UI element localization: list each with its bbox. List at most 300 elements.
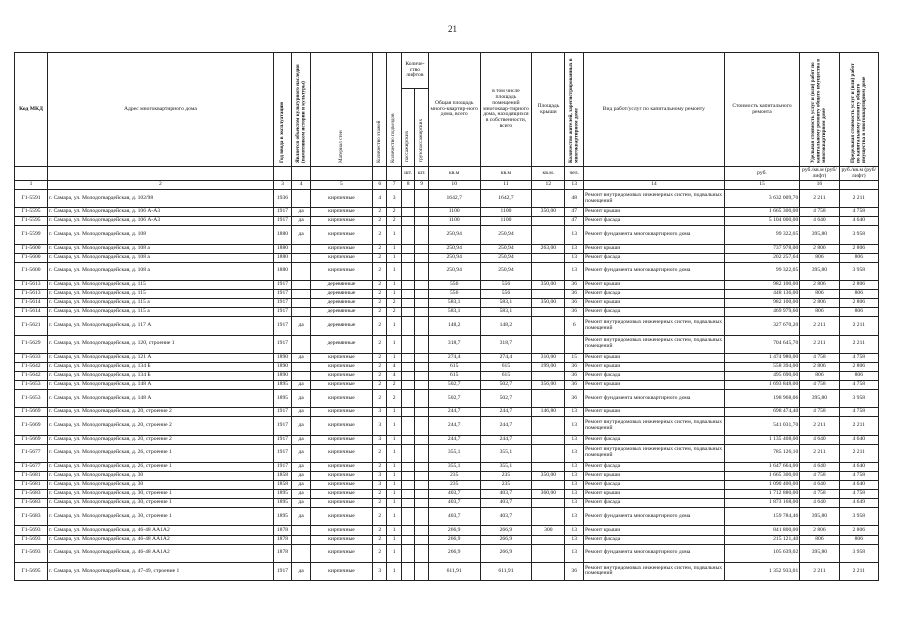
- cell-address: г. Самара, ул. Молодогвардейская, д. 26, строение 1: [48, 462, 274, 471]
- cell-walls: деревянные: [310, 308, 372, 317]
- cell-total-area: 235: [428, 471, 480, 480]
- cell-code: Г1-5613: [15, 290, 48, 299]
- cell-total-area: 1100: [428, 217, 480, 226]
- cell-lifts-freight: [415, 499, 428, 508]
- cell-cost: 448 136,00: [724, 290, 800, 299]
- cell-year: 1895: [273, 380, 292, 389]
- cell-heritage: да: [292, 417, 311, 435]
- cell-heritage: да: [292, 390, 311, 408]
- unit-m2: кв.м: [480, 167, 532, 181]
- cell-lifts-passenger: [401, 290, 414, 299]
- cell-total-area: 556: [428, 280, 480, 289]
- cell-work-type: Ремонт фасада: [584, 308, 725, 317]
- cell-heritage: да: [292, 562, 311, 580]
- cell-walls: кирпичные: [310, 544, 372, 562]
- cell-code: Г1-5653: [15, 380, 48, 389]
- cell-year: 1917: [273, 308, 292, 317]
- cell-lifts-freight: [415, 208, 428, 217]
- column-number: 8: [401, 181, 414, 190]
- cell-year: 1880: [273, 262, 292, 280]
- cell-unit-cost: 395,80: [800, 508, 839, 526]
- cell-cost: 698 474,40: [724, 408, 800, 417]
- column-number: 14: [584, 181, 725, 190]
- cell-cost: 198 968,06: [724, 390, 800, 408]
- cell-floors: 2: [372, 262, 386, 280]
- table-row: [15, 562, 879, 580]
- cell-address: г. Самара, ул. Молодогвардейская, д. 30, строение 1: [48, 490, 274, 499]
- cell-code: Г1-5677: [15, 462, 48, 471]
- cell-heritage: [292, 280, 311, 289]
- cell-residents: 48: [565, 190, 584, 208]
- cell-unit-cost: 2 211: [800, 317, 839, 335]
- cell-cost: 1 474 980,00: [724, 353, 800, 362]
- cell-address: г. Самара, ул. Молодогвардейская, д. 120, строение 1: [48, 335, 274, 353]
- table-row: [15, 217, 879, 226]
- capital-repair-table: [14, 52, 879, 581]
- cell-floors: 2: [372, 371, 386, 380]
- cell-entrances: 1: [387, 262, 401, 280]
- cell-code: Г1-5669: [15, 435, 48, 444]
- cell-cost: 327 670,20: [724, 317, 800, 335]
- cell-address: г. Самара, ул. Молодогвардейская, д. 117 А: [48, 317, 274, 335]
- cell-cost: 1 090 400,00: [724, 481, 800, 490]
- table-row: [15, 471, 879, 480]
- cell-roof-area: [532, 417, 565, 435]
- cell-limit-cost: 4 758: [839, 353, 878, 362]
- cell-entrances: 2: [387, 390, 401, 408]
- table-row: [15, 317, 879, 335]
- cell-code: Г1-5591: [15, 190, 48, 208]
- table-row: [15, 253, 879, 262]
- cell-walls: кирпичные: [310, 262, 372, 280]
- cell-entrances: 1: [387, 226, 401, 244]
- cell-total-area: 266,9: [428, 535, 480, 544]
- cell-heritage: [292, 253, 311, 262]
- cell-work-type: Ремонт внутридомовых инженерных систем, подвальных помещений: [584, 190, 725, 208]
- cell-walls: деревянные: [310, 280, 372, 289]
- cell-limit-cost: 4 758: [839, 208, 878, 217]
- cell-unit-cost: 2 806: [800, 362, 839, 371]
- cell-limit-cost: 806: [839, 308, 878, 317]
- cell-lifts-passenger: [401, 390, 414, 408]
- cell-cost: 541 031,70: [724, 417, 800, 435]
- cell-year: 1917: [273, 408, 292, 417]
- cell-floors: 4: [372, 190, 386, 208]
- cell-year: 1878: [273, 526, 292, 535]
- table-row: [15, 280, 879, 289]
- cell-entrances: 1: [387, 317, 401, 335]
- cell-residents: 13: [565, 508, 584, 526]
- cell-code: Г1-5614: [15, 308, 48, 317]
- cell-unit-cost: 806: [800, 371, 839, 380]
- cell-lifts-passenger: [401, 190, 414, 208]
- header-work-type: Вид работ/услуг по капитальному ремонту: [584, 53, 725, 167]
- cell-lifts-freight: [415, 244, 428, 253]
- cell-work-type: Ремонт внутридомовых инженерных систем, подвальных помещений: [584, 317, 725, 335]
- cell-residents: 13: [565, 244, 584, 253]
- cell-entrances: 1: [387, 353, 401, 362]
- cell-total-area: 266,9: [428, 526, 480, 535]
- cell-owned-area: 148,2: [480, 317, 532, 335]
- cell-address: г. Самара, ул. Молодогвардейская, д. 30, строение 1: [48, 508, 274, 526]
- cell-floors: 2: [372, 380, 386, 389]
- cell-walls: кирпичные: [310, 208, 372, 217]
- table-row: [15, 362, 879, 371]
- cell-heritage: [292, 535, 311, 544]
- column-number: 12: [532, 181, 565, 190]
- cell-residents: 13: [565, 435, 584, 444]
- cell-lifts-passenger: [401, 244, 414, 253]
- header-address: Адрес многоквартирного дома: [48, 53, 274, 167]
- cell-cost: 1 712 880,00: [724, 490, 800, 499]
- cell-unit-cost: 4 640: [800, 462, 839, 471]
- cell-work-type: Ремонт внутридомовых инженерных систем, подвальных помещений: [584, 417, 725, 435]
- cell-entrances: 1: [387, 544, 401, 562]
- cell-limit-cost: 2 806: [839, 299, 878, 308]
- cell-lifts-passenger: [401, 380, 414, 389]
- cell-work-type: Ремонт фасада: [584, 371, 725, 380]
- cell-cost: 704 645,70: [724, 335, 800, 353]
- table-row: [15, 190, 879, 208]
- cell-roof-area: 350,00: [532, 299, 565, 308]
- table-row: [15, 290, 879, 299]
- cell-code: Г1-5614: [15, 299, 48, 308]
- cell-code: Г1-5653: [15, 390, 48, 408]
- cell-cost: 99 322,05: [724, 262, 800, 280]
- cell-owned-area: 266,9: [480, 535, 532, 544]
- cell-code: Г1-5599: [15, 226, 48, 244]
- cell-cost: 99 322,05: [724, 226, 800, 244]
- cell-lifts-freight: [415, 262, 428, 280]
- cell-floors: 2: [372, 535, 386, 544]
- cell-floors: 2: [372, 317, 386, 335]
- cell-owned-area: 1100: [480, 208, 532, 217]
- cell-roof-area: [532, 544, 565, 562]
- cell-lifts-passenger: [401, 371, 414, 380]
- cell-limit-cost: 3 958: [839, 390, 878, 408]
- cell-floors: 3: [372, 562, 386, 580]
- cell-limit-cost: 4 640: [839, 217, 878, 226]
- cell-code: Г1-5621: [15, 317, 48, 335]
- cell-owned-area: 403,7: [480, 490, 532, 499]
- cell-walls: кирпичные: [310, 371, 372, 380]
- cell-residents: 13: [565, 471, 584, 480]
- cell-code: Г1-5677: [15, 444, 48, 462]
- cell-lifts-passenger: [401, 208, 414, 217]
- cell-unit-cost: 2 211: [800, 190, 839, 208]
- cell-lifts-passenger: [401, 362, 414, 371]
- cell-total-area: 611,91: [428, 562, 480, 580]
- cell-limit-cost: 806: [839, 290, 878, 299]
- cell-lifts-freight: [415, 417, 428, 435]
- cell-owned-area: 1100: [480, 217, 532, 226]
- cell-owned-area: 403,7: [480, 499, 532, 508]
- cell-entrances: 1: [387, 244, 401, 253]
- cell-walls: кирпичные: [310, 499, 372, 508]
- cell-address: г. Самара, ул. Молодогвардейская, д. 115: [48, 290, 274, 299]
- cell-walls: кирпичные: [310, 490, 372, 499]
- cell-work-type: Ремонт фасада: [584, 535, 725, 544]
- cell-work-type: Ремонт крыши: [584, 408, 725, 417]
- cell-total-area: 250,94: [428, 262, 480, 280]
- cell-floors: 2: [372, 462, 386, 471]
- cell-roof-area: [532, 508, 565, 526]
- cell-roof-area: [532, 262, 565, 280]
- table-body: [15, 190, 879, 581]
- cell-roof-area: 146,80: [532, 408, 565, 417]
- cell-walls: кирпичные: [310, 462, 372, 471]
- cell-roof-area: [532, 435, 565, 444]
- cell-lifts-freight: [415, 481, 428, 490]
- cell-address: г. Самара, ул. Молодогвардейская, д. 115 а: [48, 299, 274, 308]
- cell-owned-area: 502,7: [480, 390, 532, 408]
- cell-limit-cost: 806: [839, 535, 878, 544]
- cell-cost: 105 639,02: [724, 544, 800, 562]
- cell-floors: 2: [372, 508, 386, 526]
- cell-floors: 2: [372, 526, 386, 535]
- cell-owned-area: 1642,7: [480, 190, 532, 208]
- cell-entrances: 1: [387, 462, 401, 471]
- cell-total-area: 615: [428, 371, 480, 380]
- cell-owned-area: 556: [480, 280, 532, 289]
- table-row: [15, 417, 879, 435]
- table-row: [15, 481, 879, 490]
- cell-total-area: 403,7: [428, 490, 480, 499]
- column-number: 1: [15, 181, 48, 190]
- cell-walls: кирпичные: [310, 217, 372, 226]
- cell-unit-cost: 2 211: [800, 417, 839, 435]
- cell-heritage: да: [292, 435, 311, 444]
- cell-cost: 785 126,10: [724, 444, 800, 462]
- cell-unit-cost: 4 758: [800, 408, 839, 417]
- cell-lifts-freight: [415, 280, 428, 289]
- cell-address: г. Самара, ул. Молодогвардейская, д. 46-48 АА1А2: [48, 526, 274, 535]
- cell-walls: кирпичные: [310, 244, 372, 253]
- cell-unit-cost: 4 758: [800, 353, 839, 362]
- cell-work-type: Ремонт крыши: [584, 490, 725, 499]
- cell-address: г. Самара, ул. Молодогвардейская, д. 30, строение 1: [48, 499, 274, 508]
- cell-entrances: 1: [387, 562, 401, 580]
- cell-address: г. Самара, ул. Молодогвардейская, д. 121 А: [48, 353, 274, 362]
- cell-work-type: Ремонт крыши: [584, 244, 725, 253]
- cell-total-area: 235: [428, 481, 480, 490]
- cell-work-type: Ремонт фундамента многоквартирного дома: [584, 262, 725, 280]
- cell-residents: 6: [565, 317, 584, 335]
- cell-floors: 2: [372, 299, 386, 308]
- cell-cost: 1 665 300,00: [724, 471, 800, 480]
- cell-lifts-freight: [415, 253, 428, 262]
- unit-rub-m2: руб./кв.м (руб/лифт): [839, 167, 878, 181]
- cell-address: г. Самара, ул. Молодогвардейская, д. 115 а: [48, 308, 274, 317]
- cell-heritage: [292, 362, 311, 371]
- unit-pcs: шт.: [415, 167, 428, 181]
- cell-owned-area: 235: [480, 471, 532, 480]
- cell-year: 1890: [273, 353, 292, 362]
- cell-year: 1917: [273, 217, 292, 226]
- cell-work-type: Ремонт внутридомовых инженерных систем, подвальных помещений: [584, 444, 725, 462]
- cell-heritage: да: [292, 408, 311, 417]
- cell-lifts-passenger: [401, 462, 414, 471]
- cell-work-type: Ремонт фасада: [584, 217, 725, 226]
- header-roof-area: Площадь крыши: [532, 53, 565, 167]
- cell-residents: 36: [565, 371, 584, 380]
- cell-code: Г1-5693: [15, 544, 48, 562]
- cell-lifts-passenger: [401, 499, 414, 508]
- cell-roof-area: [532, 535, 565, 544]
- cell-residents: 15: [565, 353, 584, 362]
- cell-cost: 202 257,64: [724, 253, 800, 262]
- cell-total-area: 244,7: [428, 417, 480, 435]
- cell-limit-cost: 2 806: [839, 280, 878, 289]
- cell-cost: 159 784,46: [724, 508, 800, 526]
- unit-pcs: шт.: [401, 167, 414, 181]
- cell-lifts-passenger: [401, 335, 414, 353]
- cell-lifts-passenger: [401, 317, 414, 335]
- cell-cost: 558 394,00: [724, 362, 800, 371]
- cell-lifts-freight: [415, 335, 428, 353]
- table-row: [15, 544, 879, 562]
- cell-total-area: 148,2: [428, 317, 480, 335]
- cell-total-area: 266,9: [428, 544, 480, 562]
- cell-work-type: Ремонт фасада: [584, 481, 725, 490]
- cell-year: 1917: [273, 280, 292, 289]
- cell-residents: 36: [565, 390, 584, 408]
- cell-floors: 2: [372, 444, 386, 462]
- cell-residents: 13: [565, 226, 584, 244]
- cell-residents: 13: [565, 499, 584, 508]
- cell-floors: 2: [372, 253, 386, 262]
- cell-floors: 2: [372, 280, 386, 289]
- cell-year: 1917: [273, 208, 292, 217]
- cell-limit-cost: 4 758: [839, 490, 878, 499]
- table-row: [15, 435, 879, 444]
- cell-address: г. Самара, ул. Молодогвардейская, д. 134 Б: [48, 362, 274, 371]
- cell-address: г. Самара, ул. Молодогвардейская, д. 108 а: [48, 262, 274, 280]
- cell-heritage: да: [292, 353, 311, 362]
- cell-owned-area: 502,7: [480, 380, 532, 389]
- cell-entrances: 3: [387, 190, 401, 208]
- cell-year: 1895: [273, 508, 292, 526]
- cell-entrances: 1: [387, 526, 401, 535]
- cell-year: 1878: [273, 535, 292, 544]
- cell-total-area: 1642,7: [428, 190, 480, 208]
- cell-lifts-freight: [415, 217, 428, 226]
- cell-unit-cost: 4 640: [800, 499, 839, 508]
- cell-floors: 3: [372, 471, 386, 480]
- cell-walls: кирпичные: [310, 190, 372, 208]
- cell-year: 1858: [273, 471, 292, 480]
- cell-lifts-freight: [415, 226, 428, 244]
- cell-cost: 1 352 933,01: [724, 562, 800, 580]
- cell-owned-area: 583,1: [480, 299, 532, 308]
- cell-code: Г1-5683: [15, 490, 48, 499]
- cell-roof-area: 350,00: [532, 208, 565, 217]
- cell-roof-area: [532, 308, 565, 317]
- cell-code: Г1-5642: [15, 362, 48, 371]
- header-year: Год ввода в эксплуатацию: [278, 101, 285, 163]
- column-number: 11: [480, 181, 532, 190]
- cell-roof-area: [532, 290, 565, 299]
- cell-entrances: 4: [387, 371, 401, 380]
- cell-address: г. Самара, ул. Молодогвардейская, д. 20, строение 2: [48, 435, 274, 444]
- cell-residents: 36: [565, 362, 584, 371]
- cell-unit-cost: 395,80: [800, 226, 839, 244]
- cell-limit-cost: 2 211: [839, 417, 878, 435]
- cell-lifts-freight: [415, 390, 428, 408]
- cell-year: 1917: [273, 462, 292, 471]
- header-residents: Количество жителей, зарегистрированных в многоквартирном доме: [567, 57, 580, 163]
- cell-lifts-passenger: [401, 526, 414, 535]
- cell-year: 1890: [273, 371, 292, 380]
- cell-code: Г1-5595: [15, 208, 48, 217]
- column-number: 10: [428, 181, 480, 190]
- cell-lifts-passenger: [401, 417, 414, 435]
- cell-walls: кирпичные: [310, 390, 372, 408]
- cell-residents: 36: [565, 562, 584, 580]
- cell-lifts-freight: [415, 508, 428, 526]
- cell-owned-area: 266,9: [480, 544, 532, 562]
- cell-walls: деревянные: [310, 290, 372, 299]
- cell-owned-area: 274,4: [480, 353, 532, 362]
- column-number: 13: [565, 181, 584, 190]
- cell-entrances: 1: [387, 335, 401, 353]
- cell-work-type: Ремонт фасада: [584, 462, 725, 471]
- cell-floors: 2: [372, 208, 386, 217]
- cell-work-type: Ремонт крыши: [584, 208, 725, 217]
- cell-limit-cost: 4 758: [839, 380, 878, 389]
- cell-code: Г1-5693: [15, 526, 48, 535]
- cell-residents: 47: [565, 217, 584, 226]
- cell-cost: 1 647 664,00: [724, 462, 800, 471]
- cell-roof-area: [532, 390, 565, 408]
- cell-year: 1917: [273, 435, 292, 444]
- cell-address: г. Самара, ул. Молодогвардейская, д. 106 А-А3: [48, 217, 274, 226]
- cell-lifts-passenger: [401, 299, 414, 308]
- cell-entrances: 1: [387, 435, 401, 444]
- page-number: 21: [448, 24, 457, 34]
- cell-floors: 2: [372, 499, 386, 508]
- cell-owned-area: 250,94: [480, 244, 532, 253]
- cell-residents: 13: [565, 490, 584, 499]
- header-owned-area: в том числе площадь помещений многоквар-тирного дома, находящихся в собственности, всего: [480, 53, 532, 167]
- cell-owned-area: 250,94: [480, 253, 532, 262]
- table-row: [15, 535, 879, 544]
- cell-entrances: 2: [387, 217, 401, 226]
- cell-work-type: Ремонт фундамента многоквартирного дома: [584, 226, 725, 244]
- cell-roof-area: [532, 226, 565, 244]
- cell-entrances: 1: [387, 499, 401, 508]
- cell-code: Г1-5681: [15, 481, 48, 490]
- column-number: 16: [800, 181, 839, 190]
- cell-code: Г1-5681: [15, 471, 48, 480]
- cell-code: Г1-5683: [15, 508, 48, 526]
- cell-year: 1880: [273, 253, 292, 262]
- cell-floors: 3: [372, 435, 386, 444]
- cell-unit-cost: 806: [800, 290, 839, 299]
- cell-heritage: да: [292, 226, 311, 244]
- cell-code: Г1-5613: [15, 280, 48, 289]
- cell-roof-area: [532, 371, 565, 380]
- cell-owned-area: 615: [480, 371, 532, 380]
- cell-limit-cost: 2 806: [839, 244, 878, 253]
- cell-heritage: да: [292, 508, 311, 526]
- unit-rub: руб.: [724, 167, 800, 181]
- cell-year: 1880: [273, 226, 292, 244]
- cell-residents: 13: [565, 526, 584, 535]
- table-row: [15, 444, 879, 462]
- cell-total-area: 556: [428, 290, 480, 299]
- cell-walls: кирпичные: [310, 353, 372, 362]
